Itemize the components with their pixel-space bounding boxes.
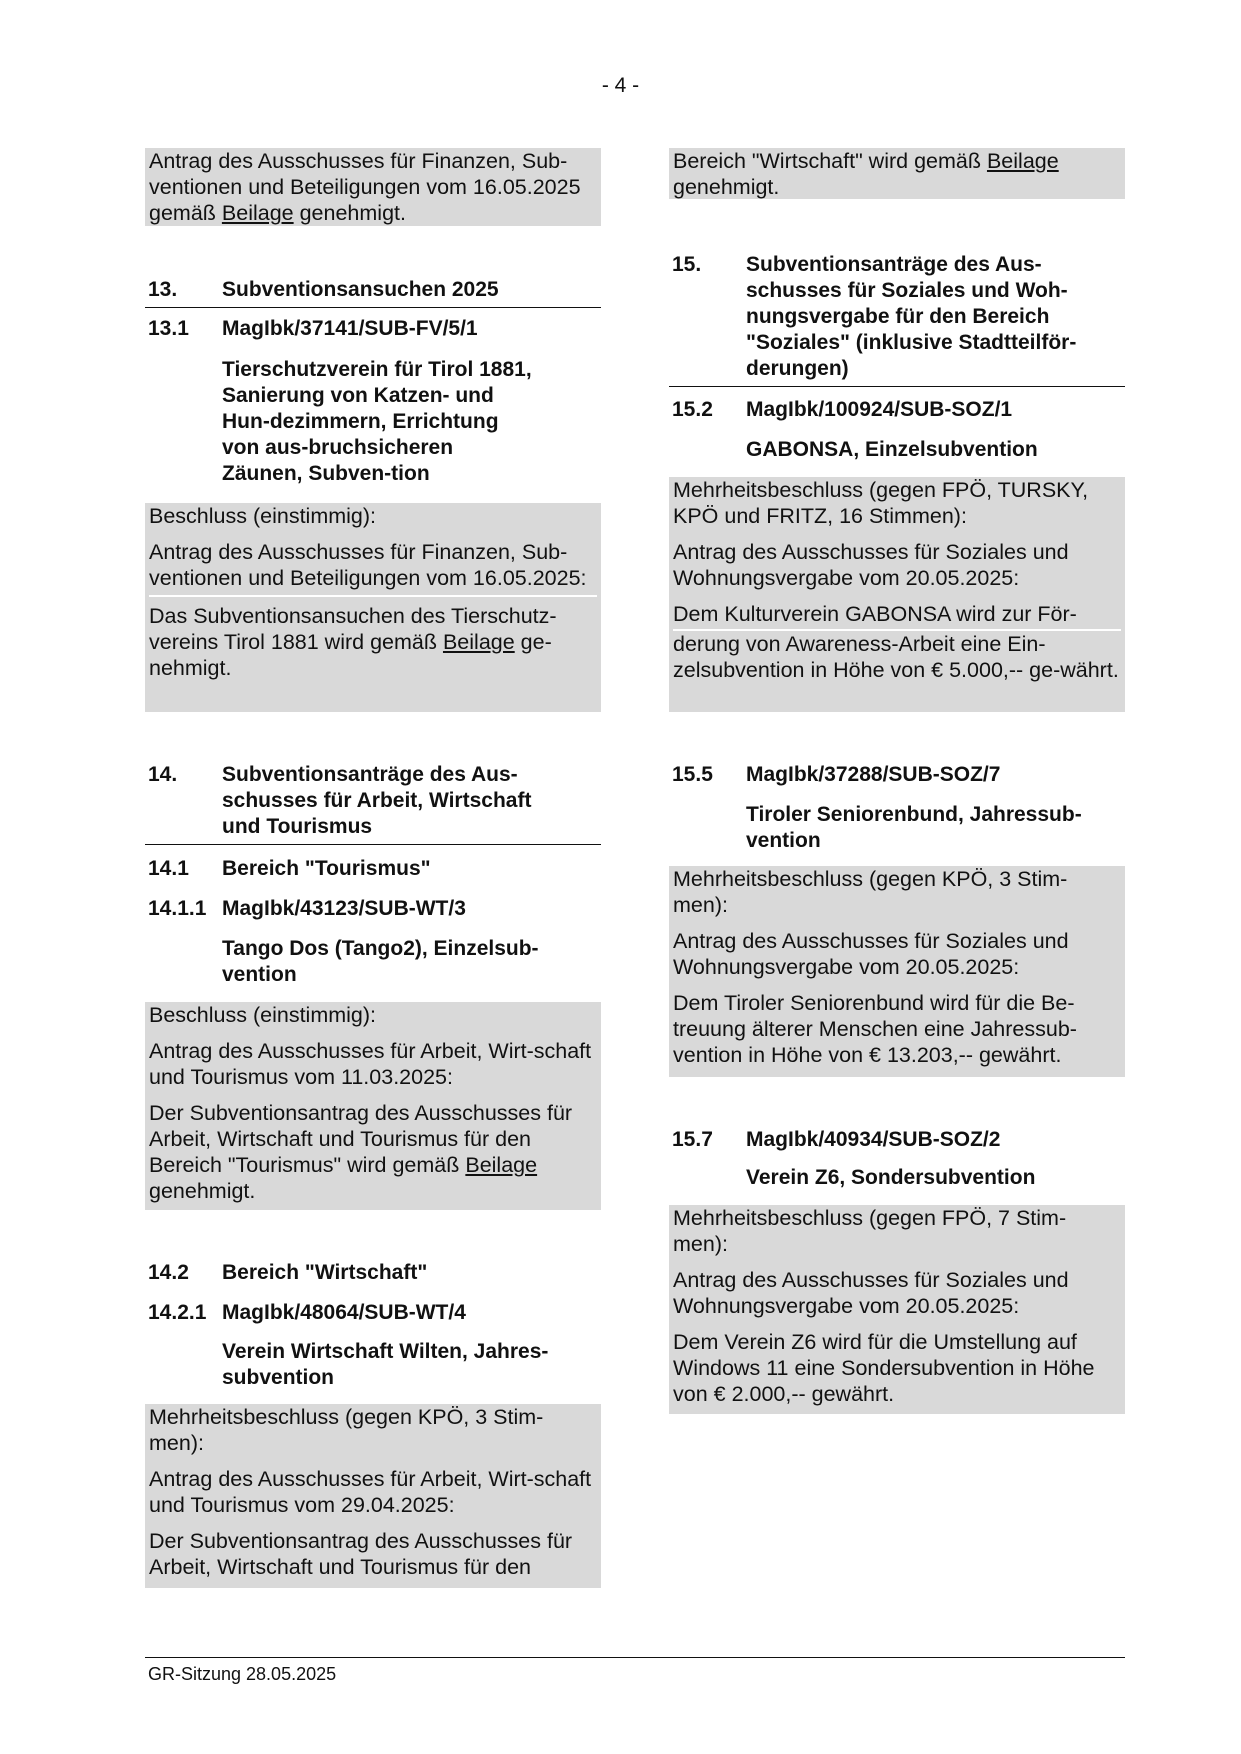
item-reference: MagIbk/100924/SUB-SOZ/1 — [746, 398, 1013, 421]
item-15-2-title — [669, 437, 1125, 463]
subsection-title: Bereich "Tourismus" — [222, 857, 431, 880]
item-title: GABONSA, Einzelsubvention — [746, 438, 1038, 461]
item-15-5-heading — [669, 762, 1125, 788]
text: Der Subventionsantrag des Ausschusses für Arbeit, Wirtschaft und Tourismus für den Bereich "Tourismus" wird gemäß — [149, 1101, 573, 1177]
decision-box-13-1 — [145, 503, 601, 712]
item-reference: MagIbk/40934/SUB-SOZ/2 — [746, 1128, 1001, 1151]
beilage-link[interactable]: Beilage — [221, 201, 294, 225]
item-14-1-1-heading — [145, 896, 601, 922]
section-13-heading — [145, 277, 601, 308]
decision-text: Dem Tiroler Seniorenbund wird für die Be-treuung älterer Menschen eine Jahressub-vention in Höhe von € 13.203,-- gewährt. — [673, 991, 1077, 1067]
page-number: - 4 - — [601, 74, 640, 97]
motion-text: Antrag des Ausschusses für Finanzen, Sub-ventionen und Beteiligungen vom 16.05.2025: — [149, 540, 587, 590]
decision-text — [149, 1100, 597, 1204]
motion-text: Antrag des Ausschusses für Arbeit, Wirt-schaft und Tourismus vom 29.04.2025: — [149, 1467, 592, 1517]
decision-type: Mehrheitsbeschluss (gegen FPÖ, TURSKY, KPÖ und FRITZ, 16 Stimmen): — [673, 478, 1089, 528]
beilage-link[interactable]: Beilage — [986, 149, 1059, 173]
section-title: Subventionsansuchen 2025 — [222, 278, 499, 301]
item-number: 15.7 — [672, 1128, 713, 1151]
decision-box-15-5 — [669, 866, 1125, 1077]
subsection-14-2-heading — [145, 1260, 601, 1286]
item-number: 13.1 — [148, 317, 189, 340]
decision-type: Beschluss (einstimmig): — [149, 1003, 376, 1027]
item-title: Verein Wirtschaft Wilten, Jahres-subvention — [222, 1340, 549, 1389]
continued-decision-box — [669, 148, 1125, 199]
text: genehmigt. — [673, 175, 780, 199]
item-reference: MagIbk/37141/SUB-FV/5/1 — [222, 317, 478, 340]
section-15-heading — [669, 252, 1125, 387]
subsection-14-1-heading — [145, 856, 601, 882]
item-title: Verein Z6, Sondersubvention — [746, 1166, 1036, 1189]
continued-decision-box — [145, 148, 601, 226]
decision-text: Dem Kulturverein GABONSA wird zur För- — [673, 602, 1077, 626]
item-15-2-heading — [669, 397, 1125, 423]
text: Bereich "Wirtschaft" wird gemäß — [673, 149, 987, 173]
text: Das Subventionsansuchen des Tierschutz-vereins Tirol 1881 wird gemäß — [149, 604, 557, 654]
decision-type: Mehrheitsbeschluss (gegen FPÖ, 7 Stim-men): — [673, 1206, 1067, 1256]
decision-text — [673, 148, 1121, 200]
item-number: 14.2.1 — [148, 1301, 207, 1324]
beilage-link[interactable]: Beilage — [442, 630, 515, 654]
decision-box-15-2 — [669, 477, 1125, 712]
decision-box-14-1-1 — [145, 1002, 601, 1210]
item-13-1-title — [145, 357, 535, 487]
item-14-2-1-heading — [145, 1300, 601, 1326]
motion-text: Antrag des Ausschusses für Arbeit, Wirt-schaft und Tourismus vom 11.03.2025: — [149, 1039, 592, 1089]
item-reference: MagIbk/37288/SUB-SOZ/7 — [746, 763, 1001, 786]
footer-meeting-date: GR-Sitzung 28.05.2025 — [148, 1664, 337, 1684]
decision-type: Beschluss (einstimmig): — [149, 504, 376, 528]
text: genehmigt. — [149, 1179, 256, 1203]
beilage-link[interactable]: Beilage — [465, 1153, 538, 1177]
item-15-5-title — [669, 802, 1125, 854]
item-14-1-1-title — [145, 936, 601, 988]
decision-text: Der Subventionsantrag des Ausschusses für Arbeit, Wirtschaft und Tourismus für den — [149, 1529, 573, 1579]
item-15-7-heading — [669, 1127, 1125, 1153]
section-number: 13. — [148, 278, 178, 301]
item-title: Tierschutzverein für Tirol 1881, Sanierung von Katzen- und Hun-dezimmern, Errichtung von aus-bruchsicheren Zäunen, Subven-tion — [222, 358, 532, 485]
item-title: Tiroler Seniorenbund, Jahressub-vention — [746, 803, 1082, 852]
decision-box-14-2-1 — [145, 1404, 601, 1588]
decision-text: Dem Verein Z6 wird für die Umstellung auf Windows 11 eine Sondersubvention in Höhe von € 2.000,-- gewährt. — [673, 1330, 1095, 1406]
section-14-heading — [145, 762, 601, 845]
motion-text: Antrag des Ausschusses für Soziales und Wohnungsvergabe vom 20.05.2025: — [673, 1268, 1069, 1318]
item-14-2-1-title — [145, 1339, 601, 1391]
item-reference: MagIbk/43123/SUB-WT/3 — [222, 897, 466, 920]
item-number: 15.5 — [672, 763, 713, 786]
subsection-number: 14.1 — [148, 857, 189, 880]
motion-text: Antrag des Ausschusses für Soziales und Wohnungsvergabe vom 20.05.2025: — [673, 540, 1069, 590]
item-13-1-heading — [145, 316, 601, 342]
decision-text — [149, 595, 597, 681]
motion-text: Antrag des Ausschusses für Soziales und Wohnungsvergabe vom 20.05.2025: — [673, 929, 1069, 979]
decision-type: Mehrheitsbeschluss (gegen KPÖ, 3 Stim-men): — [149, 1405, 544, 1455]
item-title: Tango Dos (Tango2), Einzelsub-vention — [222, 937, 539, 986]
subsection-title: Bereich "Wirtschaft" — [222, 1261, 428, 1284]
item-number: 15.2 — [672, 398, 713, 421]
item-reference: MagIbk/48064/SUB-WT/4 — [222, 1301, 466, 1324]
decision-type: Mehrheitsbeschluss (gegen KPÖ, 3 Stim-men): — [673, 867, 1068, 917]
section-title: Subventionsanträge des Aus-schusses für Soziales und Woh-nungsvergabe für den Bereich "Soziales" (inklusive Stadtteilför-derungen) — [746, 253, 1077, 380]
text: genehmigt. — [293, 201, 406, 225]
section-number: 15. — [672, 253, 702, 276]
section-number: 14. — [148, 763, 178, 786]
item-number: 14.1.1 — [148, 897, 207, 920]
section-title: Subventionsanträge des Aus-schusses für Arbeit, Wirtschaft und Tourismus — [222, 763, 532, 838]
text: Antrag des Ausschusses für Finanzen, Sub-ventionen und Beteiligungen vom 16.05.2025 gemäß — [149, 149, 581, 225]
subsection-number: 14.2 — [148, 1261, 189, 1284]
decision-text-continued: derung von Awareness-Arbeit eine Ein-zelsubvention in Höhe von € 5.000,-- ge-währt. — [673, 629, 1121, 683]
footer-divider — [145, 1657, 1125, 1658]
decision-box-15-7 — [669, 1205, 1125, 1414]
paragraph — [149, 148, 597, 226]
item-15-7-title — [669, 1165, 1125, 1191]
text: ge-nehmigt. — [149, 630, 552, 680]
